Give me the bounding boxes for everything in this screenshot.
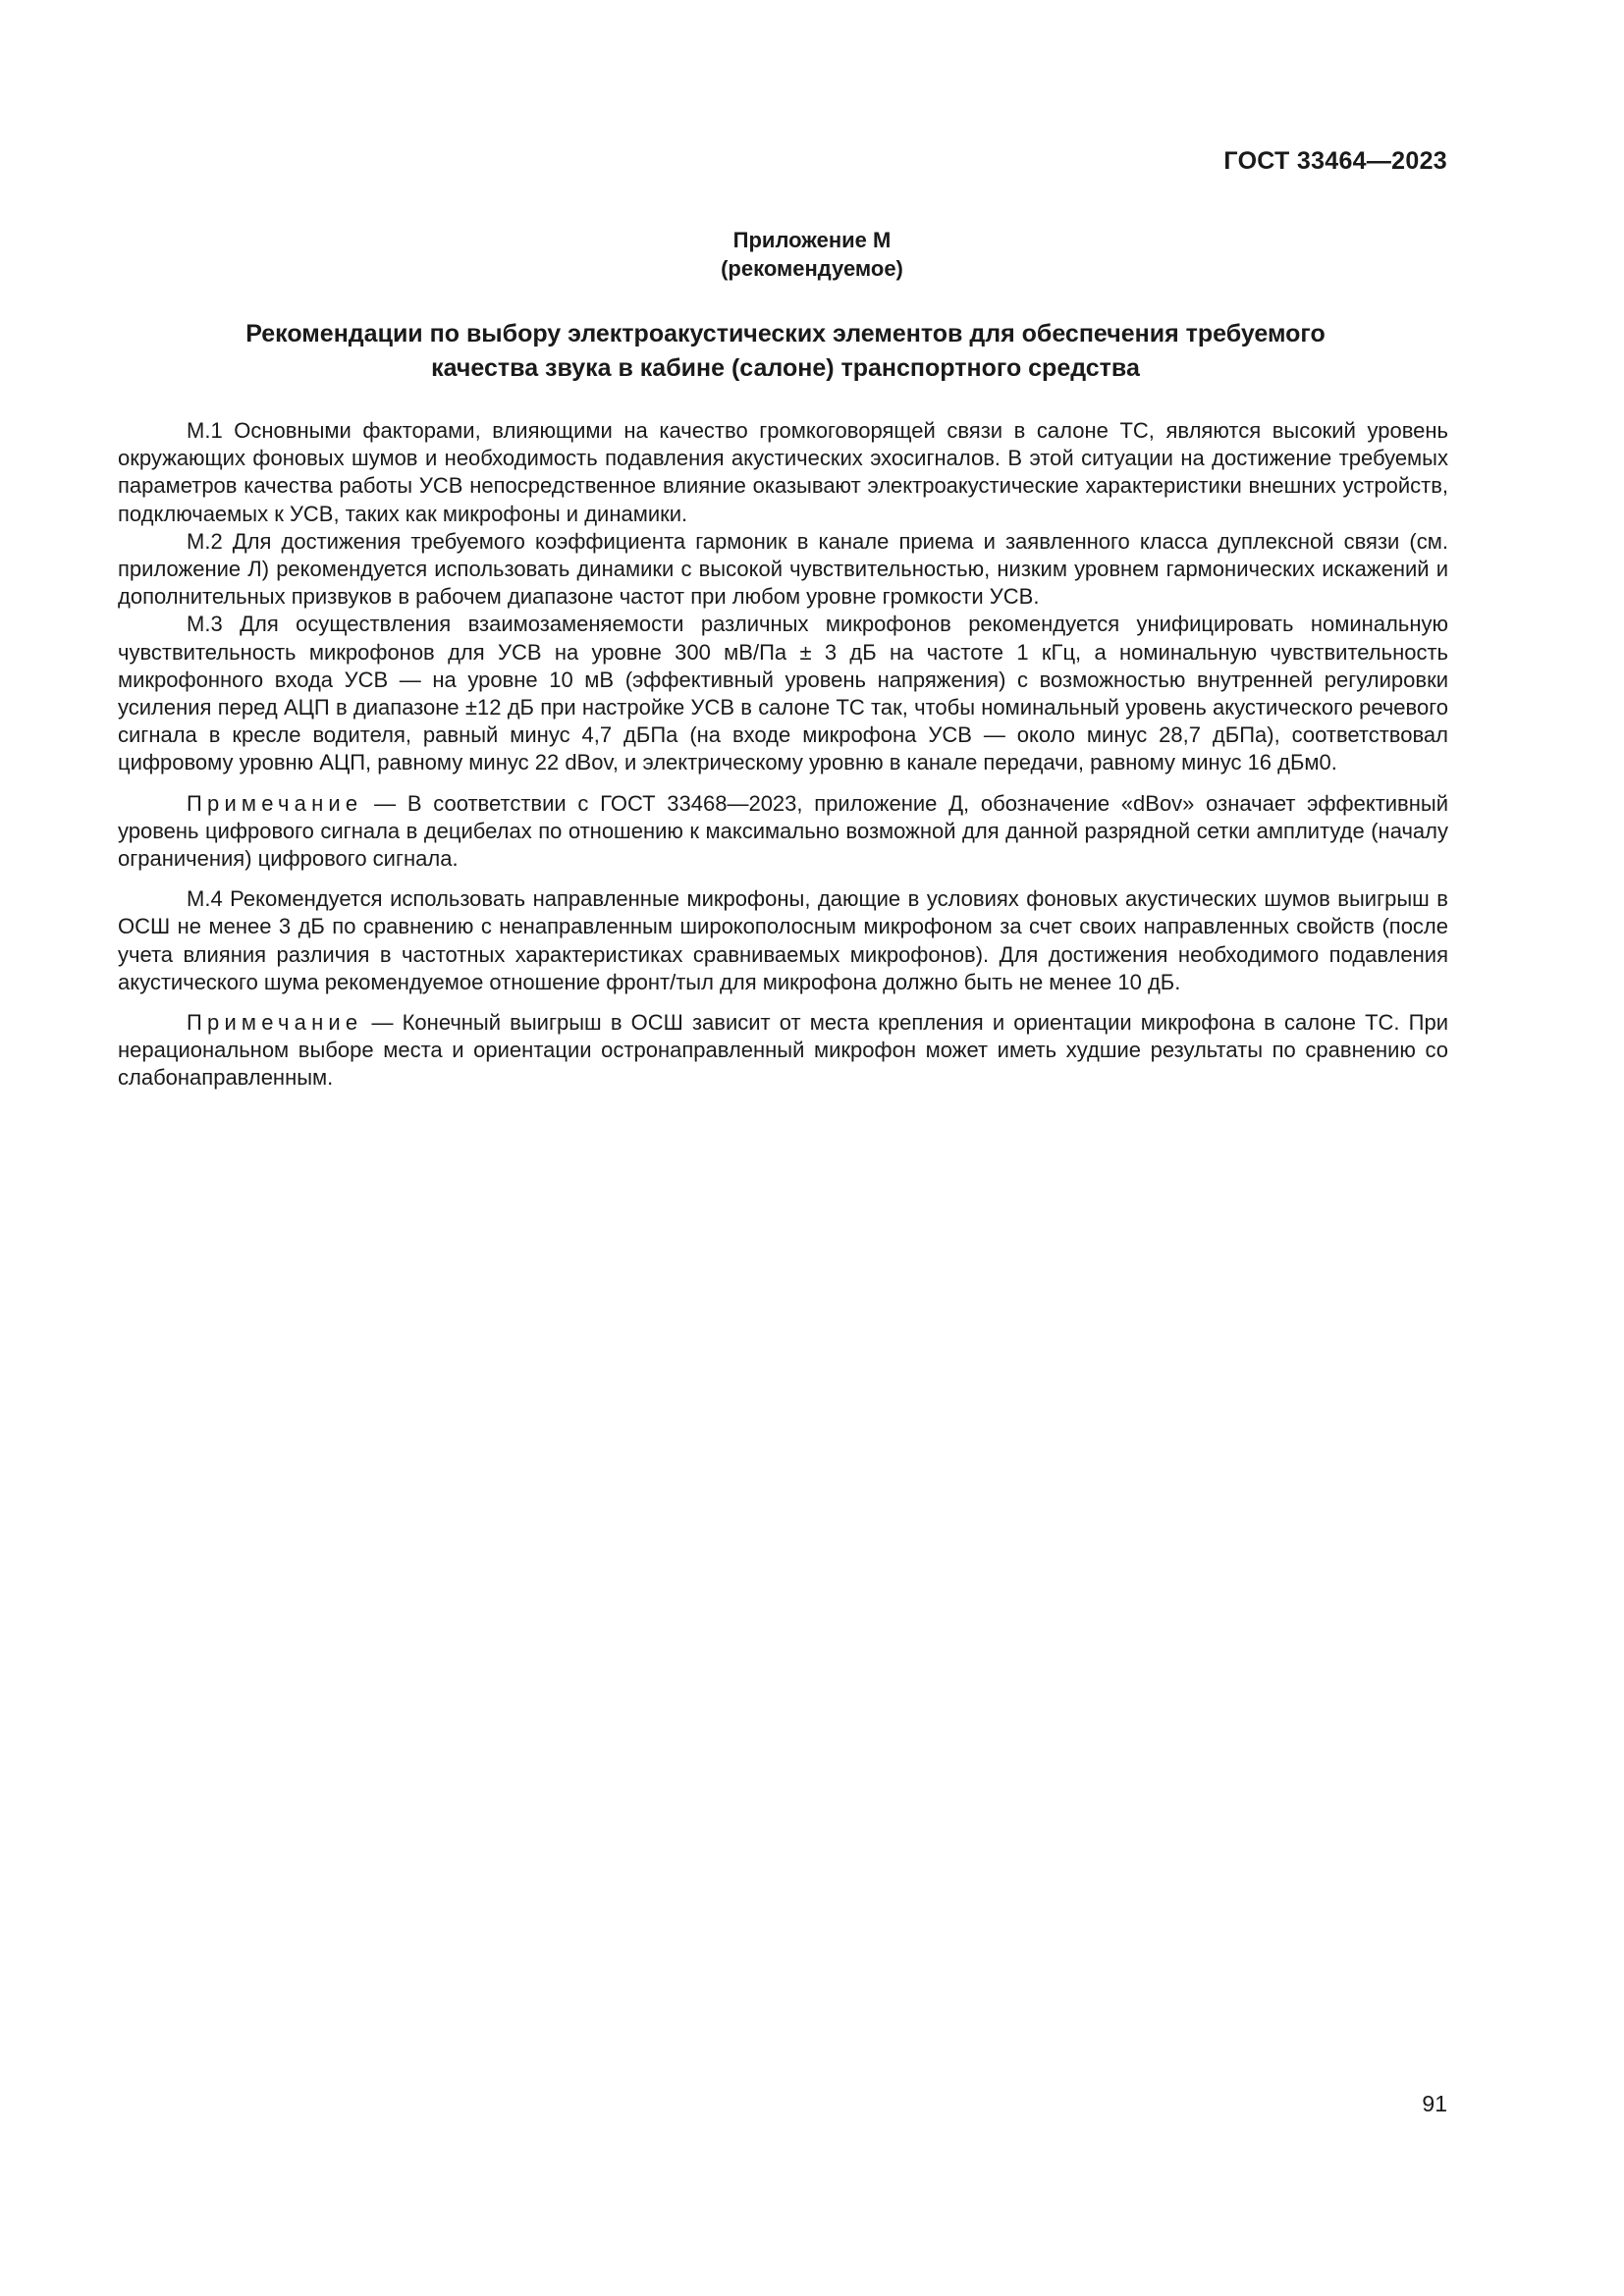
note-1-text: — В соответствии с ГОСТ 33468—2023, приложение Д, обозначение «dBov» означает эффективный уровень цифрового сигнала в децибелах по отношению к максимально возможной для данной разрядной сетки амплитуде (началу ограничения) цифрового сигнала. — [118, 790, 1448, 872]
note-label: Примечание — [187, 1010, 363, 1036]
paragraph-m1: М.1 Основными факторами, влияющими на качество громкоговорящей связи в салоне ТС, являются высокий уровень окружающих фоновых шумов и необходимость подавления акустических эхосигналов. В этой ситуации на достижение требуемых параметров качества работы УСВ непосредственное влияние оказывают электроакустические характеристики внешних устройств, подключаемых к УСВ, таких как микрофоны и динамики. — [118, 418, 1448, 526]
body-text — [118, 417, 1448, 1093]
note-2 — [118, 1009, 1448, 1093]
appendix-status: (рекомендуемое) — [721, 256, 903, 281]
paragraph-m3: М.3 Для осуществления взаимозаменяемости различных микрофонов рекомендуется унифицировать номинальную чувствительность микрофонов для УСВ на уровне 300 мВ/Па ± 3 дБ на частоте 1 кГц, а номинальную чувствительность микрофонного входа УСВ — на уровне 10 мВ (эффективный уровень напряжения) с возможностью внутренней регулировки усиления перед АЦП в диапазоне ±12 дБ при настройке УСВ в салоне ТС так, чтобы номинальный уровень акустического речевого сигнала в кресле водителя, равный минус 4,7 дБПа (на входе микрофона УСВ — около минус 28,7 дБПа), соответствовал цифровому уровню АЦП, равному минус 22 dBov, и электрическому уровню в канале передачи, равному минус 16 дБм0. — [118, 612, 1448, 775]
paragraph-m2: М.2 Для достижения требуемого коэффициента гармоник в канале приема и заявленного класса дуплексной связи (см. приложение Л) рекомендуется использовать динамики с высокой чувствительностью, низким уровнем гармонических искажений и дополнительных призвуков в рабочем диапазоне частот при любом уровне громкости УСВ. — [118, 528, 1448, 610]
appendix-title-line-2: качества звука в кабине (салоне) транспортного средства — [431, 354, 1140, 382]
appendix-label: Приложение М — [732, 228, 892, 252]
note-2-text: — Конечный выигрыш в ОСШ зависит от места крепления и ориентации микрофона в салоне ТС. При нерациональном выборе места и ориентации остронаправленный микрофон может иметь худшие результаты по сравнению со слабонаправленным. — [118, 1010, 1448, 1091]
note-label: Примечание — [187, 790, 363, 816]
appendix-heading — [0, 226, 1624, 283]
appendix-title-line-1: Рекомендации по выбору электроакустических элементов для обеспечения требуемого — [245, 320, 1326, 347]
appendix-title — [147, 317, 1424, 386]
note-1 — [118, 790, 1448, 874]
document-code: ГОСТ 33464—2023 — [1223, 147, 1447, 175]
paragraph-m4: М.4 Рекомендуется использовать направленные микрофоны, дающие в условиях фоновых акустических шумов выигрыш в ОСШ не менее 3 дБ по сравнению с ненаправленным широкополосным микрофоном за счет своих направленных свойств (после учета влияния различия в частотных характеристиках сравниваемых микрофонов). Для достижения необходимого подавления акустического шума рекомендуемое отношение фронт/тыл для микрофона должно быть не менее 10 дБ. — [118, 886, 1448, 994]
page-number: 91 — [1422, 2091, 1447, 2116]
